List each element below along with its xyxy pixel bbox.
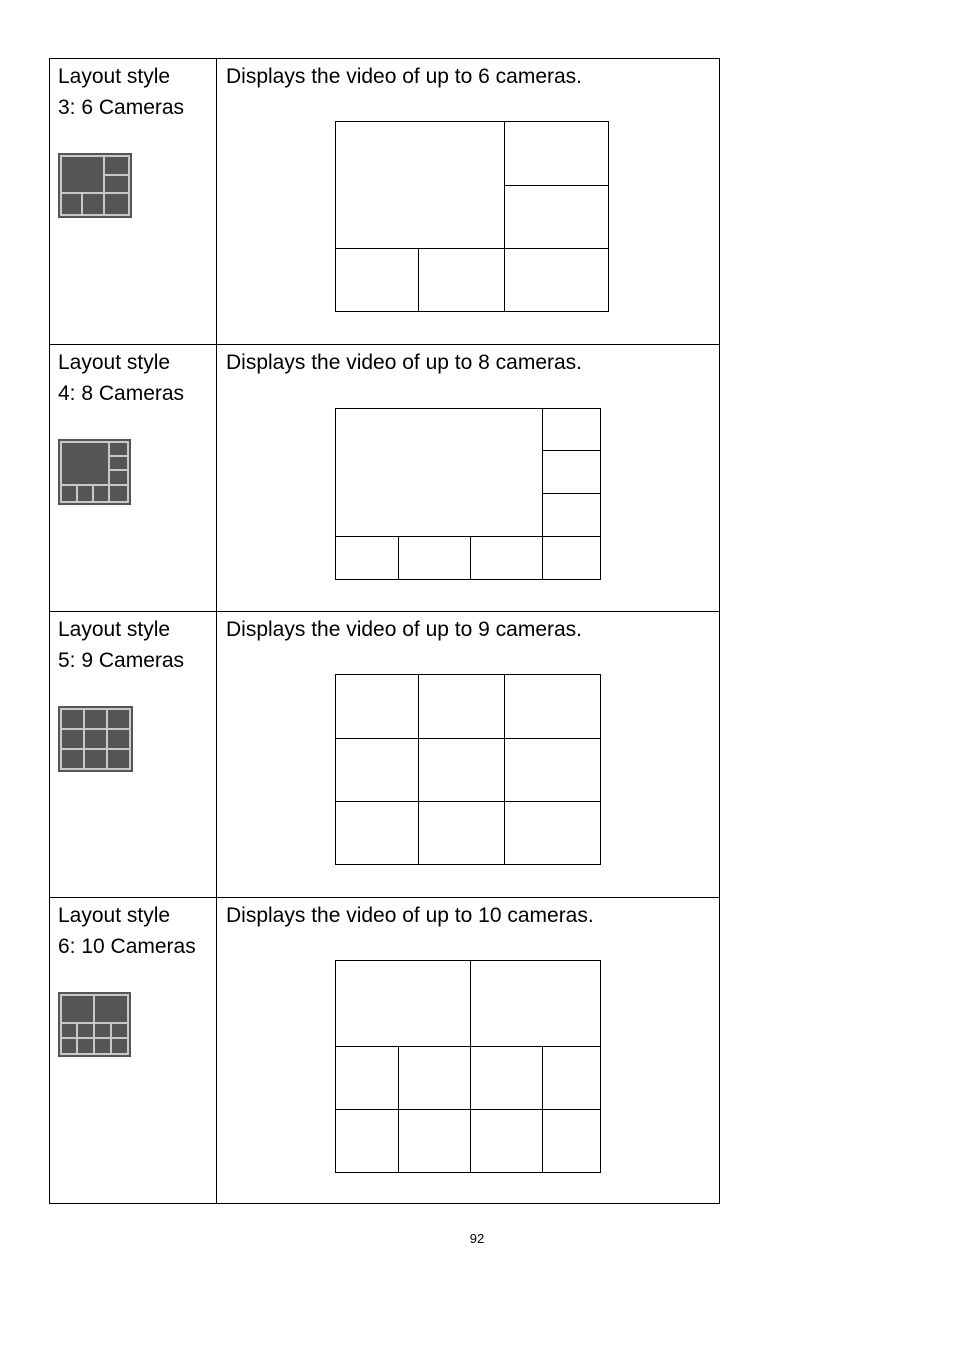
layout-name-cell [50, 345, 217, 611]
layout-label-line1: Layout style [58, 351, 171, 374]
layout-description: Displays the video of up to 8 cameras. [226, 351, 583, 374]
layout-description-cell [217, 612, 719, 897]
layout-10-diagram [335, 960, 602, 1174]
layout-6-icon [58, 153, 132, 218]
layout-9-icon [58, 706, 133, 772]
layout-label [58, 614, 184, 676]
layout-label-line1: Layout style [58, 618, 171, 641]
layout-description-cell [217, 59, 719, 344]
layout-label-line1: Layout style [58, 904, 171, 927]
layout-10-icon [58, 992, 131, 1057]
layout-label-line2: 3: 6 Cameras [58, 96, 185, 119]
layout-label [58, 61, 184, 123]
layout-name-cell [50, 612, 217, 897]
layout-name-cell [50, 59, 217, 344]
layout-label [58, 900, 196, 962]
layout-8-icon [58, 439, 131, 505]
layout-row-8-cameras [50, 344, 719, 611]
layout-row-9-cameras [50, 611, 719, 897]
layout-label-line2: 4: 8 Cameras [58, 382, 185, 405]
layout-9-diagram [335, 674, 602, 866]
layout-label-line1: Layout style [58, 65, 171, 88]
layout-description: Displays the video of up to 10 cameras. [226, 904, 594, 927]
layout-row-10-cameras [50, 897, 719, 1203]
layout-style-table [49, 58, 720, 1204]
layout-8-diagram [335, 408, 602, 581]
layout-label-line2: 6: 10 Cameras [58, 935, 196, 958]
layout-row-6-cameras [50, 59, 719, 344]
layout-label-line2: 5: 9 Cameras [58, 649, 185, 672]
layout-label [58, 347, 184, 409]
layout-description: Displays the video of up to 6 cameras. [226, 65, 583, 88]
layout-description-cell [217, 898, 719, 1203]
layout-description: Displays the video of up to 9 cameras. [226, 618, 583, 641]
layout-6-diagram [335, 121, 610, 313]
layout-description-cell [217, 345, 719, 611]
layout-name-cell [50, 898, 217, 1203]
page-number: 92 [469, 1231, 485, 1246]
